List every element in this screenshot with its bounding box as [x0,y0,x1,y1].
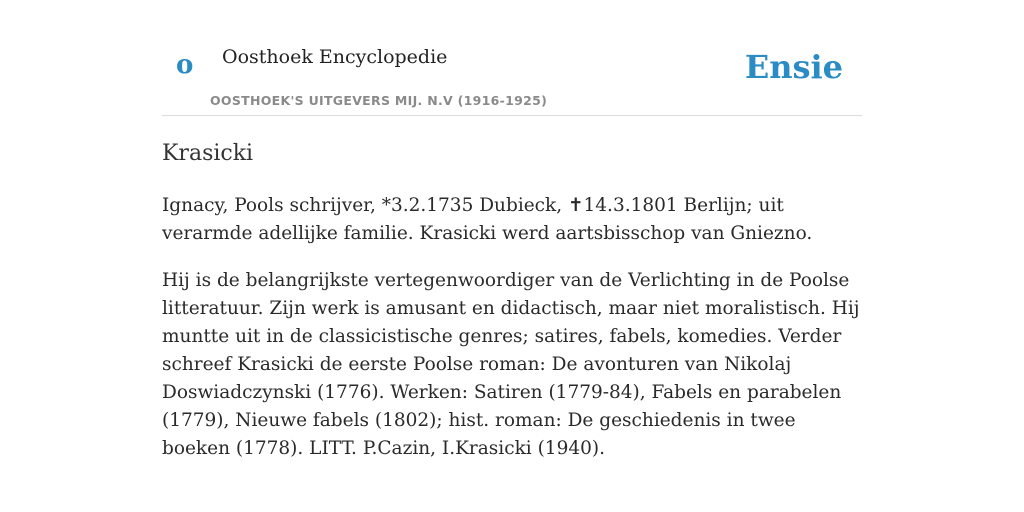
page [162,0,862,463]
header [162,0,862,116]
entry-title: Krasicki [162,141,254,166]
book-logo[interactable]: o [176,50,194,80]
entry-paragraph-1: Ignacy, Pools schrijver, *3.2.1735 Dubieck, ✝14.3.1801 Berlijn; uit verarmde adellijke familie. Krasicki werd aartsbisschop van Gniezno. [162,194,813,244]
ensie-logo-link[interactable]: Ensie [744,48,843,86]
book-title-link[interactable]: Oosthoek Encyclopedie [222,46,448,68]
entry-paragraph-2: Hij is de belangrijkste vertegenwoordiger van de Verlichting in de Poolse litteratuur. Zijn werk is amusant en didactisch, maar niet moralistisch. Hij muntte uit in de classicistische genres; satires, fabels, komedies. Verder schreef Krasicki de eerste Poolse roman: De avonturen van Nikolaj Doswiadczynski (1776). Werken: Satiren (1779-84), Fabels en parabelen (1779), Nieuwe fabels (1802); hist. roman: De geschiedenis in twee boeken (1778). LITT. P.Cazin, I.Krasicki (1940). [162,269,860,459]
publisher-label: OOSTHOEK'S UITGEVERS MIJ. N.V (1916-1925) [210,93,548,108]
